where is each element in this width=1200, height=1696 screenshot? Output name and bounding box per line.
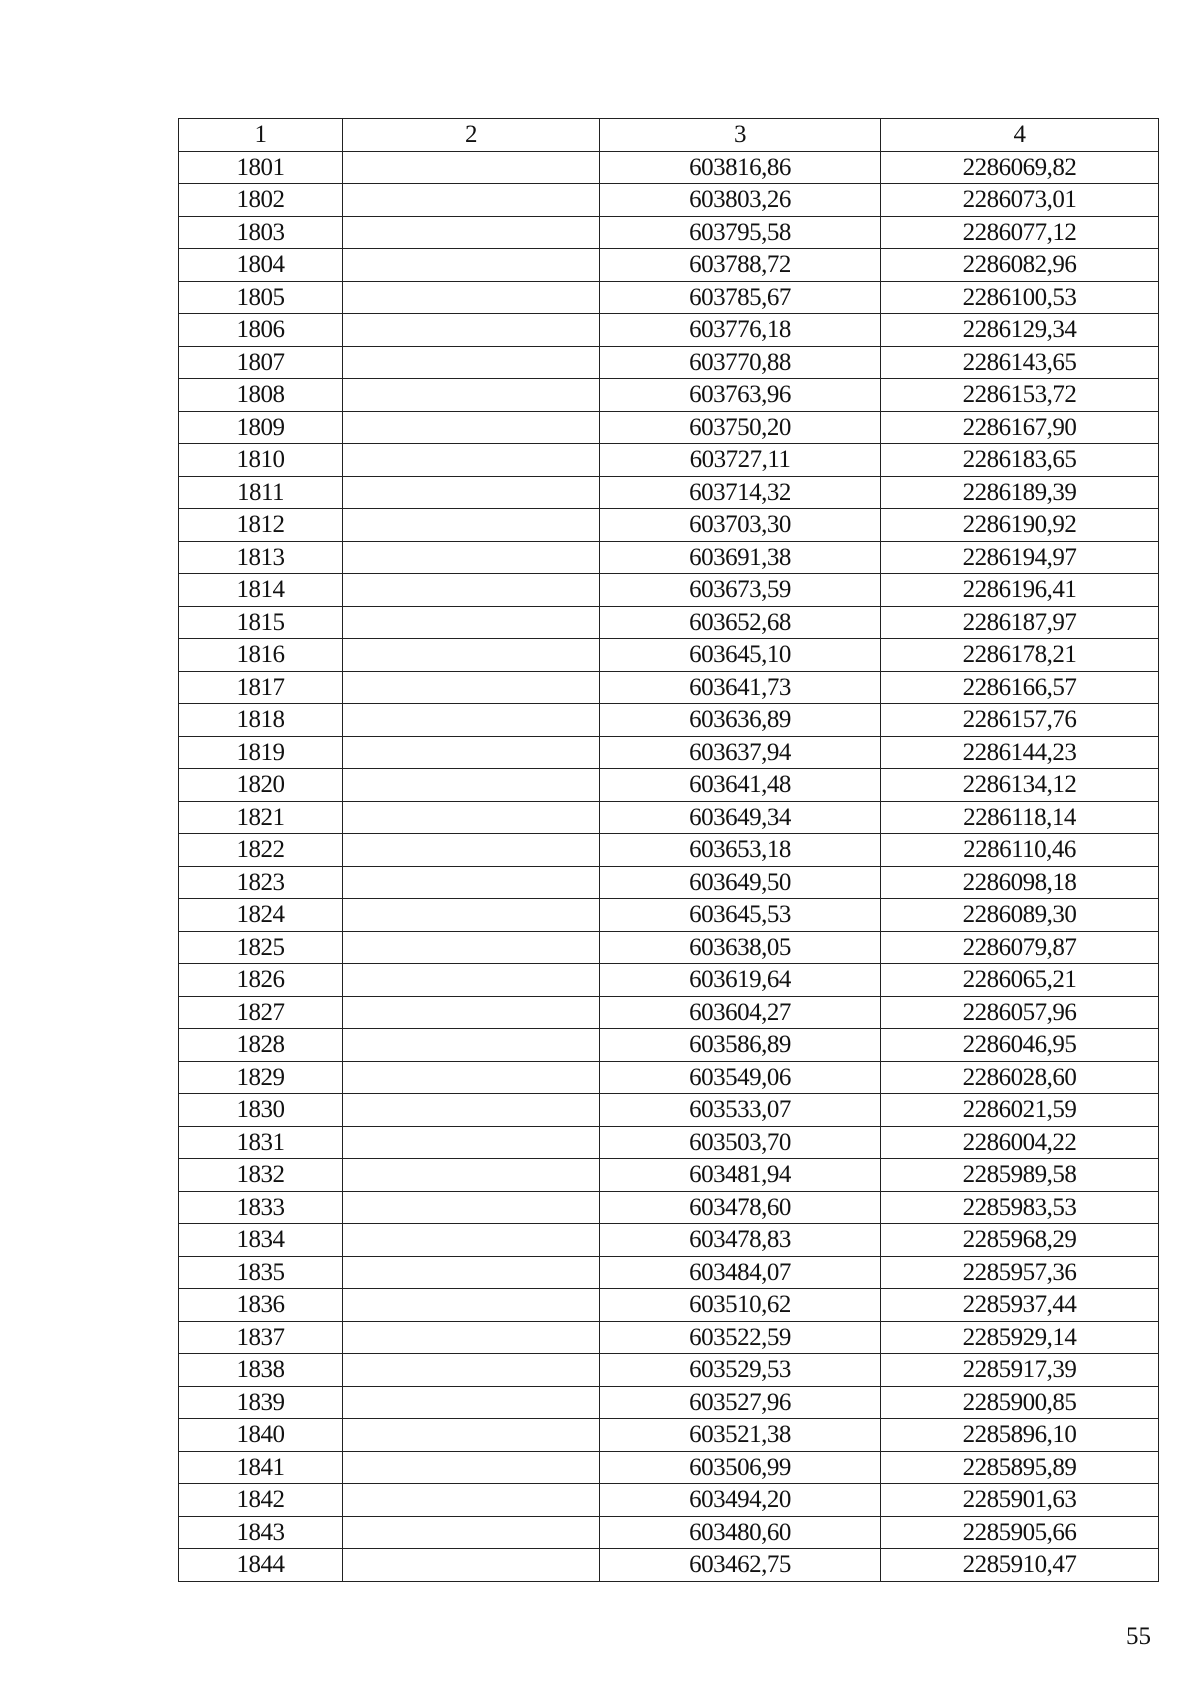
x-coordinate-cell: 603478,60: [600, 1191, 881, 1224]
x-coordinate-cell: 603604,27: [600, 996, 881, 1029]
x-coordinate-cell: 603776,18: [600, 314, 881, 347]
x-coordinate-cell: 603529,53: [600, 1354, 881, 1387]
column-2-cell: [343, 704, 600, 737]
y-coordinate-cell: 2286118,14: [881, 801, 1159, 834]
point-number-cell: 1801: [179, 151, 343, 184]
point-number-cell: 1816: [179, 639, 343, 672]
y-coordinate-cell: 2286065,21: [881, 964, 1159, 997]
table-row: [179, 736, 1159, 769]
column-2-cell: [343, 1191, 600, 1224]
y-coordinate-cell: 2285901,63: [881, 1484, 1159, 1517]
table-row: [179, 866, 1159, 899]
x-coordinate-cell: 603549,06: [600, 1061, 881, 1094]
column-2-cell: [343, 509, 600, 542]
table-row: [179, 411, 1159, 444]
y-coordinate-cell: 2286183,65: [881, 444, 1159, 477]
table-row: [179, 801, 1159, 834]
table-row: [179, 606, 1159, 639]
y-coordinate-cell: 2285957,36: [881, 1256, 1159, 1289]
table-row: [179, 476, 1159, 509]
column-2-cell: [343, 216, 600, 249]
column-2-cell: [343, 1354, 600, 1387]
y-coordinate-cell: 2285929,14: [881, 1321, 1159, 1354]
table-row: [179, 964, 1159, 997]
y-coordinate-cell: 2286089,30: [881, 899, 1159, 932]
y-coordinate-cell: 2285900,85: [881, 1386, 1159, 1419]
x-coordinate-cell: 603478,83: [600, 1224, 881, 1257]
x-coordinate-cell: 603619,64: [600, 964, 881, 997]
table-row: [179, 509, 1159, 542]
y-coordinate-cell: 2285989,58: [881, 1159, 1159, 1192]
column-2-cell: [343, 1029, 600, 1062]
x-coordinate-cell: 603494,20: [600, 1484, 881, 1517]
x-coordinate-cell: 603481,94: [600, 1159, 881, 1192]
x-coordinate-cell: 603480,60: [600, 1516, 881, 1549]
table-row: [179, 1419, 1159, 1452]
point-number-cell: 1810: [179, 444, 343, 477]
y-coordinate-cell: 2286167,90: [881, 411, 1159, 444]
point-number-cell: 1820: [179, 769, 343, 802]
column-2-cell: [343, 444, 600, 477]
header-row: [179, 119, 1159, 152]
y-coordinate-cell: 2286144,23: [881, 736, 1159, 769]
point-number-cell: 1840: [179, 1419, 343, 1452]
table-row: [179, 379, 1159, 412]
x-coordinate-cell: 603521,38: [600, 1419, 881, 1452]
table-row: [179, 769, 1159, 802]
y-coordinate-cell: 2286057,96: [881, 996, 1159, 1029]
point-number-cell: 1817: [179, 671, 343, 704]
column-2-cell: [343, 931, 600, 964]
table-row: [179, 249, 1159, 282]
x-coordinate-cell: 603649,34: [600, 801, 881, 834]
x-coordinate-cell: 603816,86: [600, 151, 881, 184]
table-header: [179, 119, 1159, 152]
table-row: [179, 281, 1159, 314]
point-number-cell: 1836: [179, 1289, 343, 1322]
column-2-cell: [343, 1419, 600, 1452]
column-2-cell: [343, 476, 600, 509]
table-row: [179, 931, 1159, 964]
x-coordinate-cell: 603462,75: [600, 1549, 881, 1582]
y-coordinate-cell: 2286129,34: [881, 314, 1159, 347]
column-2-cell: [343, 1484, 600, 1517]
column-2-cell: [343, 1321, 600, 1354]
point-number-cell: 1843: [179, 1516, 343, 1549]
y-coordinate-cell: 2286190,92: [881, 509, 1159, 542]
column-2-cell: [343, 1289, 600, 1322]
column-2-cell: [343, 736, 600, 769]
point-number-cell: 1830: [179, 1094, 343, 1127]
point-number-cell: 1811: [179, 476, 343, 509]
column-2-cell: [343, 964, 600, 997]
table-row: [179, 346, 1159, 379]
page-number: 55: [1126, 1623, 1151, 1650]
table-row: [179, 1159, 1159, 1192]
point-number-cell: 1803: [179, 216, 343, 249]
table-row: [179, 1451, 1159, 1484]
point-number-cell: 1837: [179, 1321, 343, 1354]
y-coordinate-cell: 2286187,97: [881, 606, 1159, 639]
y-coordinate-cell: 2285983,53: [881, 1191, 1159, 1224]
y-coordinate-cell: 2286166,57: [881, 671, 1159, 704]
x-coordinate-cell: 603522,59: [600, 1321, 881, 1354]
y-coordinate-cell: 2286196,41: [881, 574, 1159, 607]
table-row: [179, 1061, 1159, 1094]
y-coordinate-cell: 2286194,97: [881, 541, 1159, 574]
table-row: [179, 1484, 1159, 1517]
column-2-cell: [343, 834, 600, 867]
x-coordinate-cell: 603714,32: [600, 476, 881, 509]
x-coordinate-cell: 603652,68: [600, 606, 881, 639]
x-coordinate-cell: 603645,10: [600, 639, 881, 672]
table-body: [179, 151, 1159, 1581]
y-coordinate-cell: 2286110,46: [881, 834, 1159, 867]
point-number-cell: 1823: [179, 866, 343, 899]
y-coordinate-cell: 2286178,21: [881, 639, 1159, 672]
point-number-cell: 1832: [179, 1159, 343, 1192]
point-number-cell: 1827: [179, 996, 343, 1029]
x-coordinate-cell: 603788,72: [600, 249, 881, 282]
point-number-cell: 1829: [179, 1061, 343, 1094]
y-coordinate-cell: 2285910,47: [881, 1549, 1159, 1582]
table-row: [179, 1516, 1159, 1549]
table-row: [179, 639, 1159, 672]
table-row: [179, 1126, 1159, 1159]
column-2-cell: [343, 606, 600, 639]
column-2-cell: [343, 639, 600, 672]
x-coordinate-cell: 603795,58: [600, 216, 881, 249]
x-coordinate-cell: 603803,26: [600, 184, 881, 217]
y-coordinate-cell: 2286157,76: [881, 704, 1159, 737]
point-number-cell: 1825: [179, 931, 343, 964]
x-coordinate-cell: 603763,96: [600, 379, 881, 412]
point-number-cell: 1835: [179, 1256, 343, 1289]
y-coordinate-cell: 2285937,44: [881, 1289, 1159, 1322]
x-coordinate-cell: 603727,11: [600, 444, 881, 477]
table-row: [179, 314, 1159, 347]
table-row: [179, 1191, 1159, 1224]
y-coordinate-cell: 2286082,96: [881, 249, 1159, 282]
x-coordinate-cell: 603506,99: [600, 1451, 881, 1484]
column-2-cell: [343, 379, 600, 412]
y-coordinate-cell: 2286069,82: [881, 151, 1159, 184]
coordinates-table: [178, 118, 1159, 1582]
x-coordinate-cell: 603503,70: [600, 1126, 881, 1159]
y-coordinate-cell: 2285968,29: [881, 1224, 1159, 1257]
x-coordinate-cell: 603638,05: [600, 931, 881, 964]
y-coordinate-cell: 2286153,72: [881, 379, 1159, 412]
header-cell-col-2: 2: [343, 119, 600, 152]
x-coordinate-cell: 603691,38: [600, 541, 881, 574]
y-coordinate-cell: 2286028,60: [881, 1061, 1159, 1094]
y-coordinate-cell: 2285917,39: [881, 1354, 1159, 1387]
column-2-cell: [343, 281, 600, 314]
point-number-cell: 1844: [179, 1549, 343, 1582]
table-row: [179, 1321, 1159, 1354]
point-number-cell: 1828: [179, 1029, 343, 1062]
x-coordinate-cell: 603533,07: [600, 1094, 881, 1127]
y-coordinate-cell: 2286077,12: [881, 216, 1159, 249]
table-row: [179, 541, 1159, 574]
x-coordinate-cell: 603484,07: [600, 1256, 881, 1289]
column-2-cell: [343, 899, 600, 932]
point-number-cell: 1815: [179, 606, 343, 639]
point-number-cell: 1834: [179, 1224, 343, 1257]
table-row: [179, 1289, 1159, 1322]
x-coordinate-cell: 603703,30: [600, 509, 881, 542]
table-row: [179, 1386, 1159, 1419]
x-coordinate-cell: 603673,59: [600, 574, 881, 607]
x-coordinate-cell: 603636,89: [600, 704, 881, 737]
column-2-cell: [343, 1516, 600, 1549]
point-number-cell: 1822: [179, 834, 343, 867]
table-row: [179, 1354, 1159, 1387]
x-coordinate-cell: 603641,48: [600, 769, 881, 802]
x-coordinate-cell: 603510,62: [600, 1289, 881, 1322]
column-2-cell: [343, 249, 600, 282]
point-number-cell: 1833: [179, 1191, 343, 1224]
y-coordinate-cell: 2286079,87: [881, 931, 1159, 964]
column-2-cell: [343, 1549, 600, 1582]
point-number-cell: 1826: [179, 964, 343, 997]
x-coordinate-cell: 603637,94: [600, 736, 881, 769]
column-2-cell: [343, 671, 600, 704]
y-coordinate-cell: 2286189,39: [881, 476, 1159, 509]
point-number-cell: 1804: [179, 249, 343, 282]
column-2-cell: [343, 314, 600, 347]
y-coordinate-cell: 2285905,66: [881, 1516, 1159, 1549]
y-coordinate-cell: 2286021,59: [881, 1094, 1159, 1127]
column-2-cell: [343, 1159, 600, 1192]
column-2-cell: [343, 1094, 600, 1127]
y-coordinate-cell: 2286143,65: [881, 346, 1159, 379]
y-coordinate-cell: 2286004,22: [881, 1126, 1159, 1159]
header-cell-col-4: 4: [881, 119, 1159, 152]
point-number-cell: 1824: [179, 899, 343, 932]
column-2-cell: [343, 574, 600, 607]
y-coordinate-cell: 2286046,95: [881, 1029, 1159, 1062]
y-coordinate-cell: 2286098,18: [881, 866, 1159, 899]
x-coordinate-cell: 603785,67: [600, 281, 881, 314]
table-row: [179, 1256, 1159, 1289]
table-row: [179, 151, 1159, 184]
point-number-cell: 1819: [179, 736, 343, 769]
header-cell-col-1: 1: [179, 119, 343, 152]
y-coordinate-cell: 2285895,89: [881, 1451, 1159, 1484]
point-number-cell: 1806: [179, 314, 343, 347]
column-2-cell: [343, 1061, 600, 1094]
y-coordinate-cell: 2286100,53: [881, 281, 1159, 314]
table-row: [179, 671, 1159, 704]
x-coordinate-cell: 603641,73: [600, 671, 881, 704]
point-number-cell: 1813: [179, 541, 343, 574]
column-2-cell: [343, 1224, 600, 1257]
column-2-cell: [343, 1451, 600, 1484]
column-2-cell: [343, 541, 600, 574]
point-number-cell: 1805: [179, 281, 343, 314]
x-coordinate-cell: 603586,89: [600, 1029, 881, 1062]
x-coordinate-cell: 603770,88: [600, 346, 881, 379]
point-number-cell: 1812: [179, 509, 343, 542]
point-number-cell: 1838: [179, 1354, 343, 1387]
table-row: [179, 899, 1159, 932]
table-row: [179, 574, 1159, 607]
table-row: [179, 834, 1159, 867]
table-row: [179, 216, 1159, 249]
table-row: [179, 1029, 1159, 1062]
column-2-cell: [343, 411, 600, 444]
point-number-cell: 1842: [179, 1484, 343, 1517]
header-cell-col-3: 3: [600, 119, 881, 152]
column-2-cell: [343, 996, 600, 1029]
point-number-cell: 1839: [179, 1386, 343, 1419]
point-number-cell: 1807: [179, 346, 343, 379]
x-coordinate-cell: 603653,18: [600, 834, 881, 867]
column-2-cell: [343, 151, 600, 184]
table-row: [179, 1224, 1159, 1257]
y-coordinate-cell: 2285896,10: [881, 1419, 1159, 1452]
column-2-cell: [343, 769, 600, 802]
column-2-cell: [343, 184, 600, 217]
table-row: [179, 996, 1159, 1029]
point-number-cell: 1821: [179, 801, 343, 834]
table-row: [179, 1549, 1159, 1582]
y-coordinate-cell: 2286073,01: [881, 184, 1159, 217]
point-number-cell: 1818: [179, 704, 343, 737]
table-row: [179, 444, 1159, 477]
point-number-cell: 1809: [179, 411, 343, 444]
column-2-cell: [343, 801, 600, 834]
point-number-cell: 1808: [179, 379, 343, 412]
y-coordinate-cell: 2286134,12: [881, 769, 1159, 802]
point-number-cell: 1814: [179, 574, 343, 607]
table-row: [179, 184, 1159, 217]
point-number-cell: 1841: [179, 1451, 343, 1484]
column-2-cell: [343, 346, 600, 379]
table-row: [179, 704, 1159, 737]
column-2-cell: [343, 1126, 600, 1159]
x-coordinate-cell: 603649,50: [600, 866, 881, 899]
point-number-cell: 1831: [179, 1126, 343, 1159]
x-coordinate-cell: 603750,20: [600, 411, 881, 444]
column-2-cell: [343, 1256, 600, 1289]
column-2-cell: [343, 1386, 600, 1419]
column-2-cell: [343, 866, 600, 899]
x-coordinate-cell: 603645,53: [600, 899, 881, 932]
x-coordinate-cell: 603527,96: [600, 1386, 881, 1419]
point-number-cell: 1802: [179, 184, 343, 217]
table-row: [179, 1094, 1159, 1127]
